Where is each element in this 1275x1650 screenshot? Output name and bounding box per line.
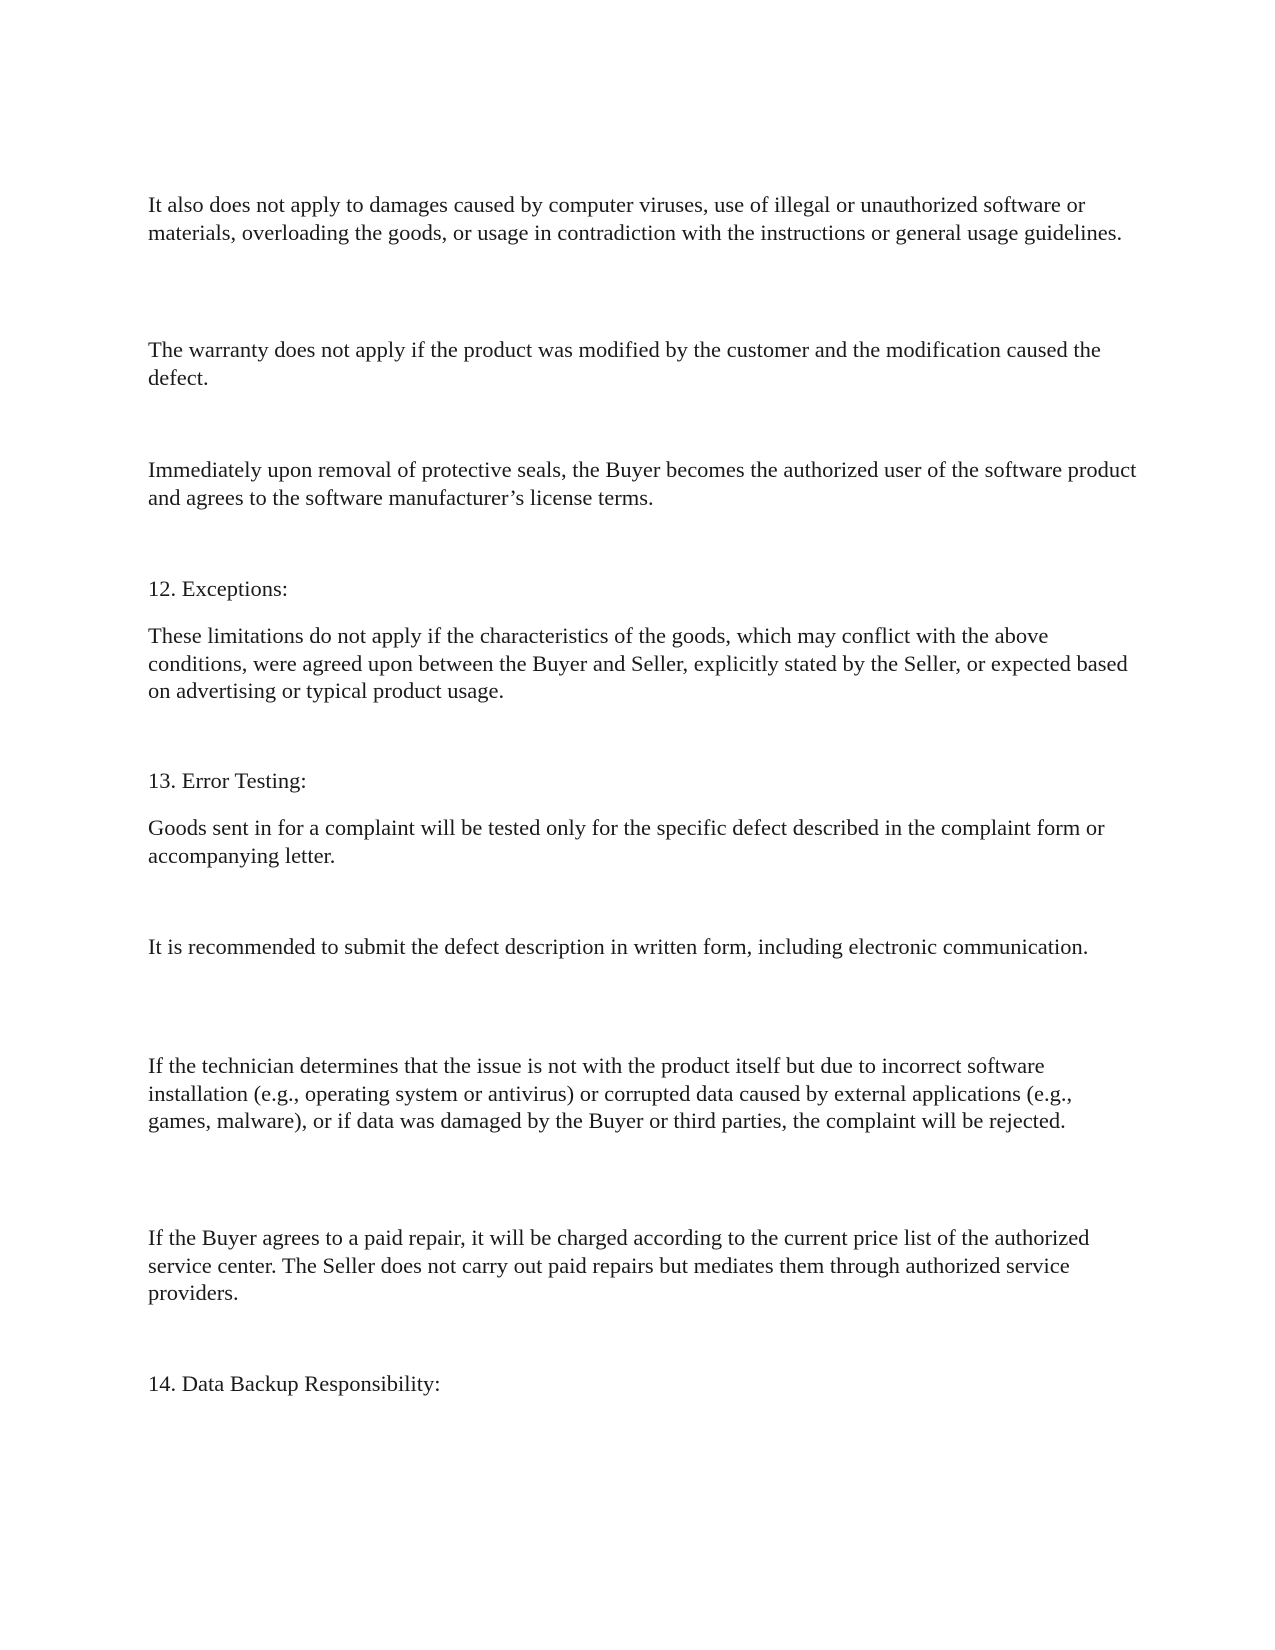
section-heading-exceptions: 12. Exceptions: [148,576,288,601]
section-heading-error-testing: 13. Error Testing: [148,768,307,793]
paragraph-viruses-exclusion: It also does not apply to damages caused by computer viruses, use of illegal or unauthorized software or materials, overloading the goods, or usage in contradiction with the instructions or general usage guidelines. [148,192,1123,245]
section-heading-data-backup: 14. Data Backup Responsibility: [148,1371,441,1396]
paragraph-paid-repair: If the Buyer agrees to a paid repair, it will be charged according to the current price list of the authorized service center. The Seller does not carry out paid repairs but mediates them through authorized service providers. [148,1225,1090,1305]
paragraph-written-description: It is recommended to submit the defect description in written form, including electronic communication. [148,934,1089,959]
paragraph-complaint-testing: Goods sent in for a complaint will be tested only for the specific defect described in the complaint form or accompanying letter. [148,815,1105,868]
paragraph-exceptions: These limitations do not apply if the characteristics of the goods, which may conflict with the above conditions, were agreed upon between the Buyer and Seller, explicitly stated by the Seller, or expected based on advertising or typical product usage. [148,623,1128,703]
paragraph-modification-exclusion: The warranty does not apply if the product was modified by the customer and the modification caused the defect. [148,337,1101,390]
paragraph-complaint-rejection: If the technician determines that the issue is not with the product itself but due to incorrect software installation (e.g., operating system or antivirus) or corrupted data caused by external applications (e.g., games, malware), or if data was damaged by the Buyer or third parties, the complaint will be rejected. [148,1053,1073,1133]
paragraph-software-license: Immediately upon removal of protective seals, the Buyer becomes the authorized user of the software product and agrees to the software manufacturer’s license terms. [148,457,1137,510]
